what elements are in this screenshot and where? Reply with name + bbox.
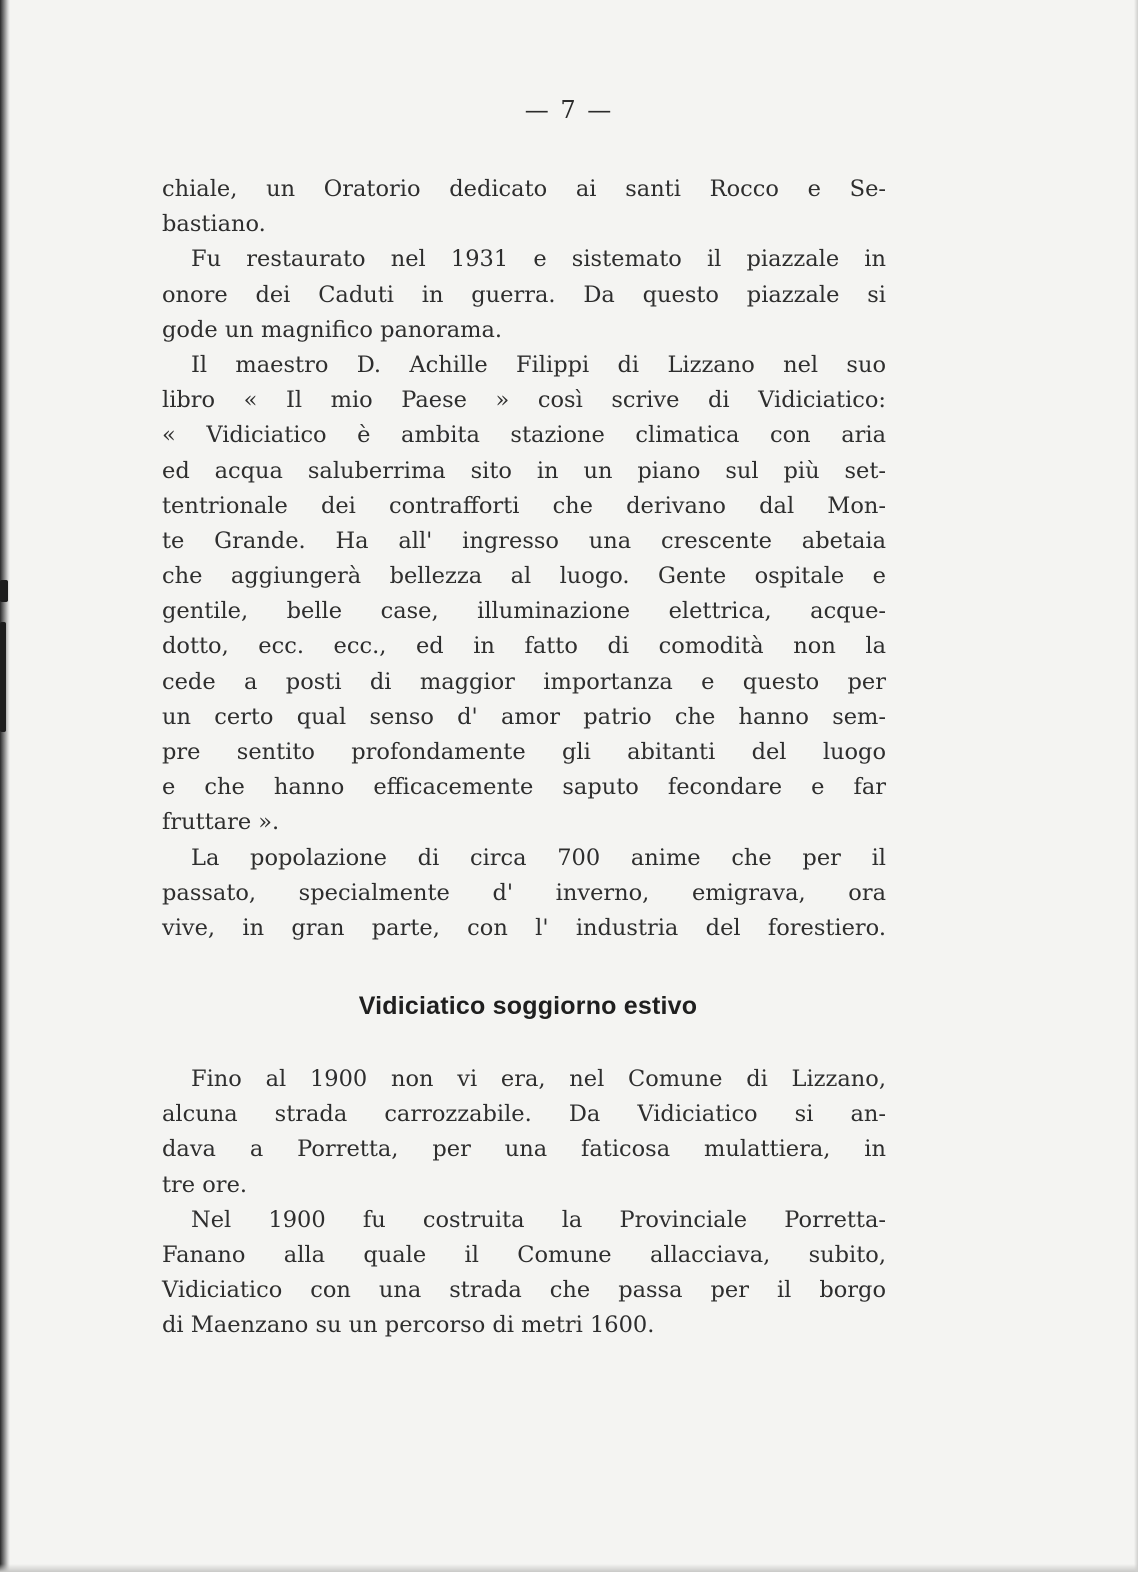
text-line: bastiano. <box>162 211 266 238</box>
binding-mark <box>0 622 6 732</box>
text-line: chiale, un Oratorio dedicato ai santi Rocco e Se- <box>162 176 886 202</box>
section-heading: Vidiciatico soggiorno estivo <box>358 992 698 1020</box>
text-line: tre ore. <box>162 1171 248 1198</box>
text-line: Fanano alla quale il Comune allacciava, subito, <box>162 1241 886 1268</box>
text-line: onore dei Caduti in guerra. Da questo piazzale si <box>162 281 886 308</box>
page-bottom-edge <box>0 1564 1138 1572</box>
text-line: fruttare ». <box>162 809 280 836</box>
text-line: che aggiungerà bellezza al luogo. Gente ospitale e <box>162 563 886 590</box>
page-number: — 7 — <box>524 96 614 124</box>
text-line: Il maestro D. Achille Filippi di Lizzano nel suo <box>191 351 886 378</box>
text-line: Fu restaurato nel 1931 e sistemato il piazzale in <box>191 246 886 273</box>
text-line: gode un magnifico panorama. <box>162 316 503 343</box>
text-line: libro « Il mio Paese » così scrive di Vidiciatico: <box>162 387 886 414</box>
text-line: alcuna strada carrozzabile. Da Vidiciatico si an- <box>162 1101 886 1128</box>
text-line: cede a posti di maggior importanza e questo per <box>162 668 886 695</box>
text-line: Nel 1900 fu costruita la Provinciale Porretta- <box>191 1206 886 1233</box>
text-line: La popolazione di circa 700 anime che per il <box>191 844 886 871</box>
text-line: e che hanno efficacemente saputo fecondare e far <box>162 774 886 801</box>
text-line: tentrionale dei contrafforti che derivano dal Mon- <box>162 492 886 519</box>
text-line: dotto, ecc. ecc., ed in fatto di comodità non la <box>162 633 886 660</box>
text-line: ed acqua saluberrima sito in un piano sul più set- <box>162 457 886 484</box>
text-line: gentile, belle case, illuminazione elettrica, acque- <box>162 598 886 625</box>
text-line: « Vidiciatico è ambita stazione climatica con aria <box>162 422 886 449</box>
text-line: un certo qual senso d' amor patrio che hanno sem- <box>162 703 886 730</box>
text-line: pre sentito profondamente gli abitanti del luogo <box>162 739 886 765</box>
text-line: passato, specialmente d' inverno, emigrava, ora <box>162 879 886 906</box>
text-line: Fino al 1900 non vi era, nel Comune di Lizzano, <box>191 1066 886 1092</box>
body-text-section-1 <box>162 172 886 946</box>
text-line: di Maenzano su un percorso di metri 1600. <box>162 1312 655 1339</box>
text-line: te Grande. Ha all' ingresso una crescente abetaia <box>162 527 886 554</box>
text-line: Vidiciatico con una strada che passa per il borgo <box>162 1277 886 1304</box>
text-line: dava a Porretta, per una faticosa mulattiera, in <box>162 1136 886 1163</box>
body-text-section-2 <box>162 1062 886 1344</box>
binding-mark <box>0 580 8 602</box>
text-line: vive, in gran parte, con l' industria del forestiero. <box>162 914 886 941</box>
